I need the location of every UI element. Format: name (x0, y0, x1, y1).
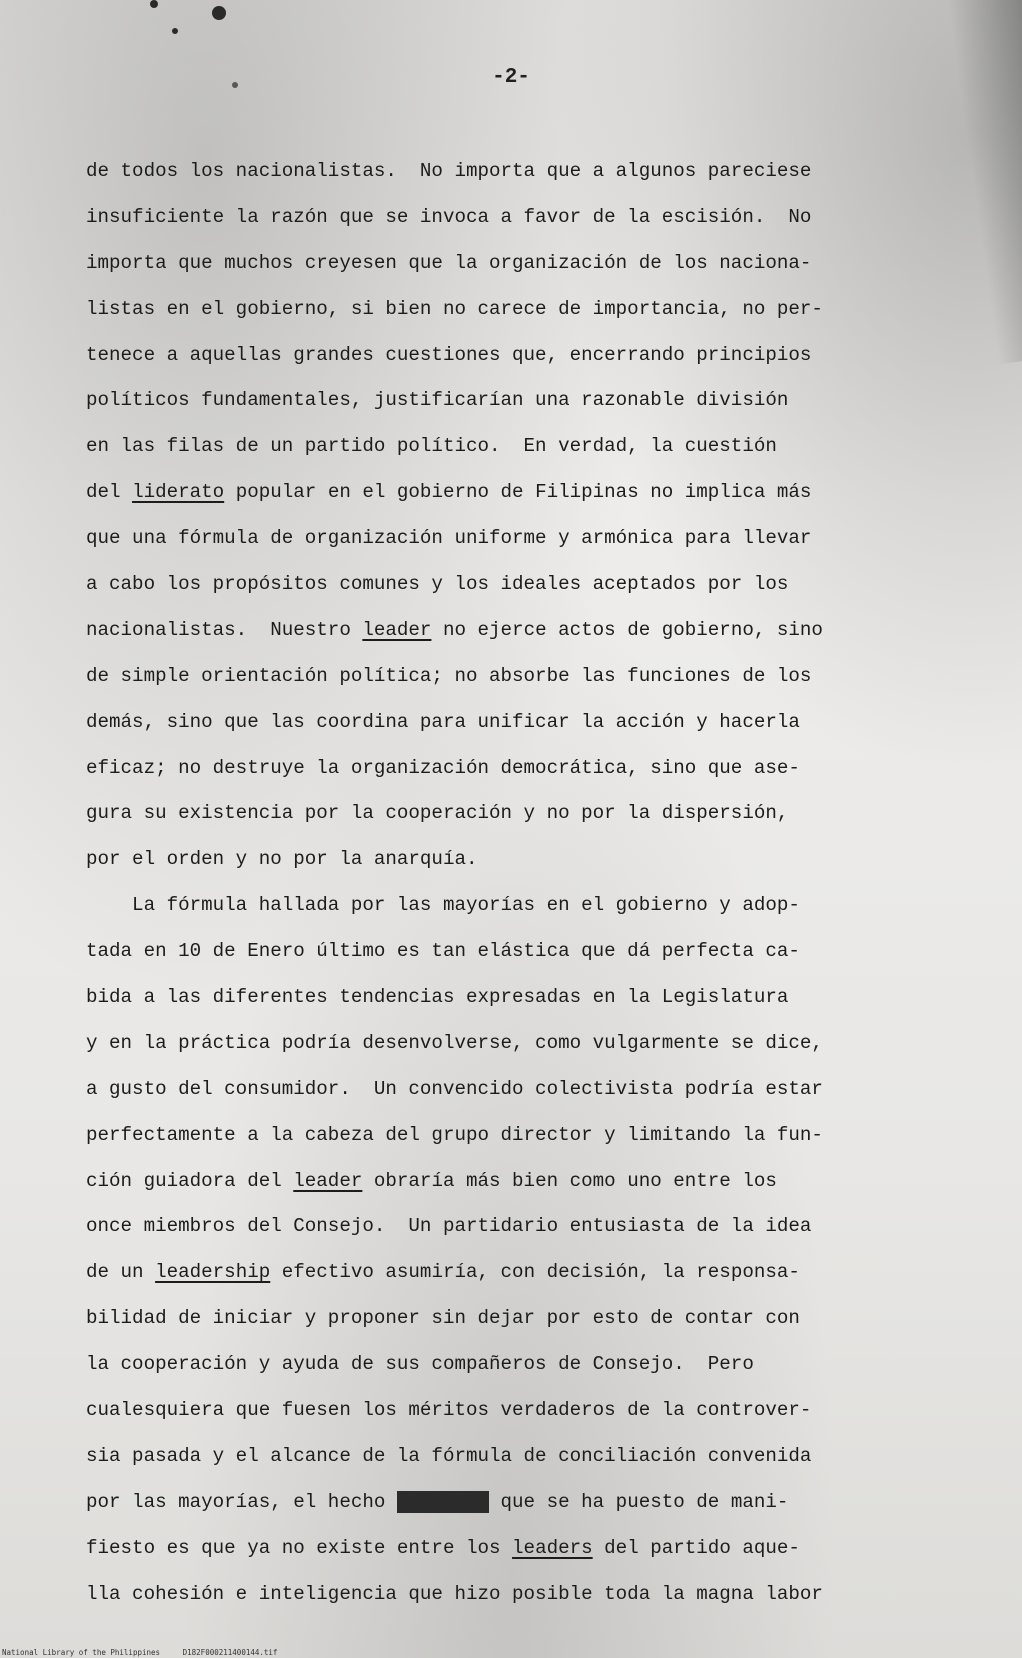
text-line: en las filas de un partido político. En verdad, la cuestión (86, 435, 777, 458)
text-segment: efectivo asumiría, con decisión, la responsa- (270, 1261, 800, 1284)
text-line: sia pasada y el alcance de la fórmula de conciliación convenida (86, 1444, 812, 1467)
text-segment: no ejerce actos de gobierno, sino (431, 618, 823, 641)
ink-blot (172, 28, 178, 34)
text-segment: popular en el gobierno de Filipinas no implica más (224, 481, 812, 504)
text-line: listas en el gobierno, si bien no carece de importancia, no per- (86, 297, 823, 320)
text-line (86, 1526, 982, 1572)
underlined-word: leader (362, 618, 432, 641)
text-line: bida a las diferentes tendencias expresadas en la Legislatura (86, 986, 789, 1009)
text-line: lla cohesión e inteligencia que hizo posible toda la magna labor (86, 1582, 823, 1605)
text-line: eficaz; no destruye la organización democrática, sino que ase- (86, 756, 800, 779)
text-line: demás, sino que las coordina para unificar la acción y hacerla (86, 710, 800, 733)
text-line: La fórmula hallada por las mayorías en el gobierno y adop- (86, 894, 800, 917)
text-line: once miembros del Consejo. Un partidario entusiasta de la idea (86, 1215, 812, 1238)
struck-out-word: xxxxxxxx (396, 1490, 490, 1513)
text-line: a cabo los propósitos comunes y los ideales aceptados por los (86, 573, 789, 596)
text-segment: del partido aque- (592, 1536, 800, 1559)
text-line: perfectamente a la cabeza del grupo director y limitando la fun- (86, 1123, 823, 1146)
text-line (86, 1480, 982, 1526)
text-line (86, 608, 982, 654)
text-line: insuficiente la razón que se invoca a favor de la escisión. No (86, 205, 812, 228)
text-line (86, 1159, 982, 1205)
text-line (86, 1250, 982, 1296)
text-line (86, 470, 982, 516)
text-line: de simple orientación política; no absorbe las funciones de los (86, 664, 812, 687)
text-line: de todos los nacionalistas. No importa que a algunos pareciese (86, 160, 812, 182)
text-line: tenece a aquellas grandes cuestiones que, encerrando principios (86, 343, 812, 366)
text-line: políticos fundamentales, justificarían una razonable división (86, 389, 789, 412)
text-segment: del (86, 481, 133, 504)
text-line: bilidad de iniciar y proponer sin dejar por esto de contar con (86, 1307, 800, 1330)
ink-blot (212, 6, 226, 20)
text-segment: ción guiadora del (86, 1169, 294, 1192)
text-segment: que se ha puesto de mani- (489, 1490, 789, 1513)
text-line: tada en 10 de Enero último es tan elástica que dá perfecta ca- (86, 940, 800, 963)
text-segment: de un (86, 1261, 156, 1284)
underlined-word: leadership (155, 1261, 271, 1284)
scan-footer: National Library of the Philippines D182F000211400144.tif (2, 1648, 278, 1657)
ink-blot (150, 0, 158, 8)
text-segment: por las mayorías, el hecho (86, 1490, 397, 1513)
underlined-word: liderato (132, 481, 225, 504)
text-line: a gusto del consumidor. Un convencido colectivista podría estar (86, 1077, 823, 1100)
body-text (86, 149, 982, 1618)
text-line: gura su existencia por la cooperación y no por la dispersión, (86, 802, 789, 825)
text-line: la cooperación y ayuda de sus compañeros de Consejo. Pero (86, 1353, 754, 1376)
text-line: por el orden y no por la anarquía. (86, 848, 478, 871)
underlined-word: leaders (512, 1536, 593, 1559)
text-segment: nacionalistas. Nuestro (86, 618, 363, 641)
text-line: que una fórmula de organización uniforme y armónica para llevar (86, 527, 812, 550)
text-segment: fiesto es que ya no existe entre los (86, 1536, 513, 1559)
text-segment: obraría más bien como uno entre los (362, 1169, 777, 1192)
text-line: importa que muchos creyesen que la organización de los naciona- (86, 251, 812, 274)
text-line: cualesquiera que fuesen los méritos verdaderos de la controver- (86, 1399, 812, 1422)
page-number: -2- (492, 66, 530, 89)
text-line: y en la práctica podría desenvolverse, como vulgarmente se dice, (86, 1031, 823, 1054)
underlined-word: leader (293, 1169, 363, 1192)
